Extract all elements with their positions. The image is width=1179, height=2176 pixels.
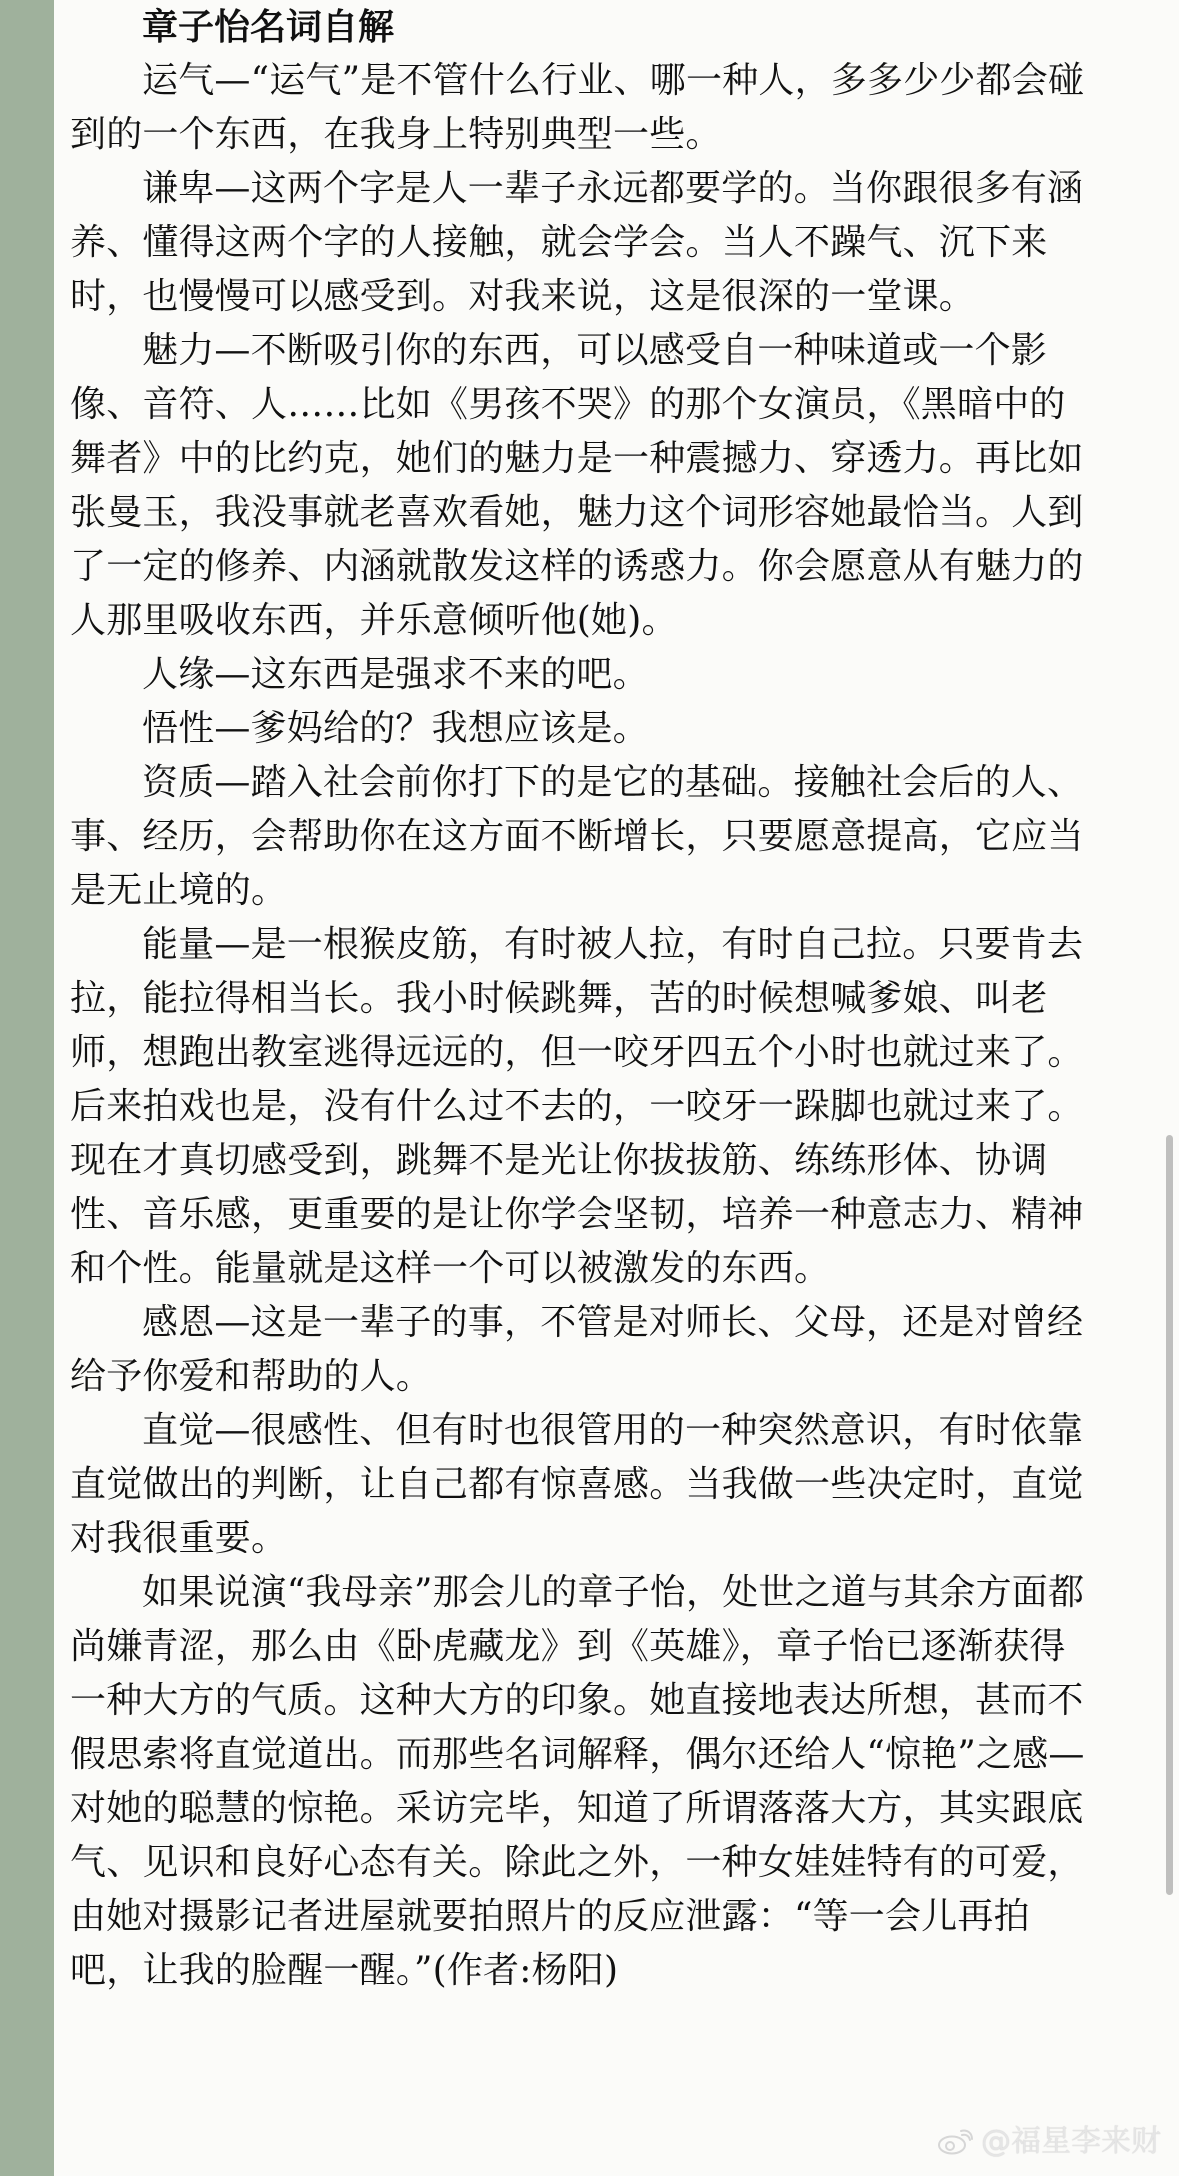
watermark-text: @福星李来财: [981, 2124, 1161, 2159]
vertical-scrollbar[interactable]: [1166, 1135, 1173, 1895]
article-content: [70, 0, 1100, 1998]
paragraph-charm: 魅力—不断吸引你的东西，可以感受自一种味道或一个影像、音符、人……比如《男孩不哭》的那个女演员，《黑暗中的舞者》中的比约克，她们的魅力是一种震撼力、穿透力。再比如张曼玉，我没事就老喜欢看她，魅力这个词形容她最恰当。人到了一定的修养、内涵就散发这样的诱惑力。你会愿意从有魅力的人那里吸收东西，并乐意倾听他(她)。: [70, 330, 1084, 641]
paragraph-gratitude: 感恩—这是一辈子的事，不管是对师长、父母，还是对曾经给予你爱和帮助的人。: [70, 1302, 1084, 1397]
article-title: 章子怡名词自解: [142, 6, 395, 48]
paragraph-conclusion: 如果说演“我母亲”那会儿的章子怡，处世之道与其余方面都尚嫌青涩，那么由《卧虎藏龙》到《英雄》，章子怡已逐渐获得一种大方的气质。这种大方的印象。她直接地表达所想，甚而不假思索将直觉道出。而那些名词解释，偶尔还给人“惊艳”之感—对她的聪慧的惊艳。采访完毕，知道了所谓落落大方，其实跟底气、见识和良好心态有关。除此之外，一种女娃娃特有的可爱，由她对摄影记者进屋就要拍照片的反应泄露：“等一会儿再拍吧，让我的脸醒一醒。”(作者:杨阳): [70, 1572, 1085, 1991]
left-margin-strip: [0, 0, 54, 2176]
paragraph-intuition: 直觉—很感性、但有时也很管用的一种突然意识，有时依靠直觉做出的判断，让自己都有惊喜感。当我做一些决定时，直觉对我很重要。: [70, 1410, 1084, 1559]
paragraph-luck: 运气—“运气”是不管什么行业、哪一种人，多多少少都会碰到的一个东西，在我身上特别典型一些。: [70, 60, 1085, 155]
document-page: [54, 0, 1179, 2176]
weibo-icon: [937, 2128, 973, 2156]
paragraph-popularity: 人缘—这东西是强求不来的吧。: [142, 654, 649, 695]
paragraph-energy: 能量—是一根猴皮筋，有时被人拉，有时自己拉。只要肯去拉，能拉得相当长。我小时候跳舞，苦的时候想喊爹娘、叫老师，想跑出教室逃得远远的，但一咬牙四五个小时也就过来了。后来拍戏也是，没有什么过不去的，一咬牙一跺脚也就过来了。现在才真切感受到，跳舞不是光让你拔拔筋、练练形体、协调性、音乐感，更重要的是让你学会坚韧，培养一种意志力、精神和个性。能量就是这样一个可以被激发的东西。: [70, 924, 1084, 1289]
paragraph-humility: 谦卑—这两个字是人一辈子永远都要学的。当你跟很多有涵养、懂得这两个字的人接触，就会学会。当人不躁气、沉下来时，也慢慢可以感受到。对我来说，这是很深的一堂课。: [70, 168, 1084, 317]
paragraph-aptitude: 资质—踏入社会前你打下的是它的基础。接触社会后的人、事、经历，会帮助你在这方面不断增长，只要愿意提高，它应当是无止境的。: [70, 762, 1084, 911]
watermark: [937, 2124, 1161, 2160]
paragraph-understanding: 悟性—爹妈给的？我想应该是。: [142, 708, 649, 749]
